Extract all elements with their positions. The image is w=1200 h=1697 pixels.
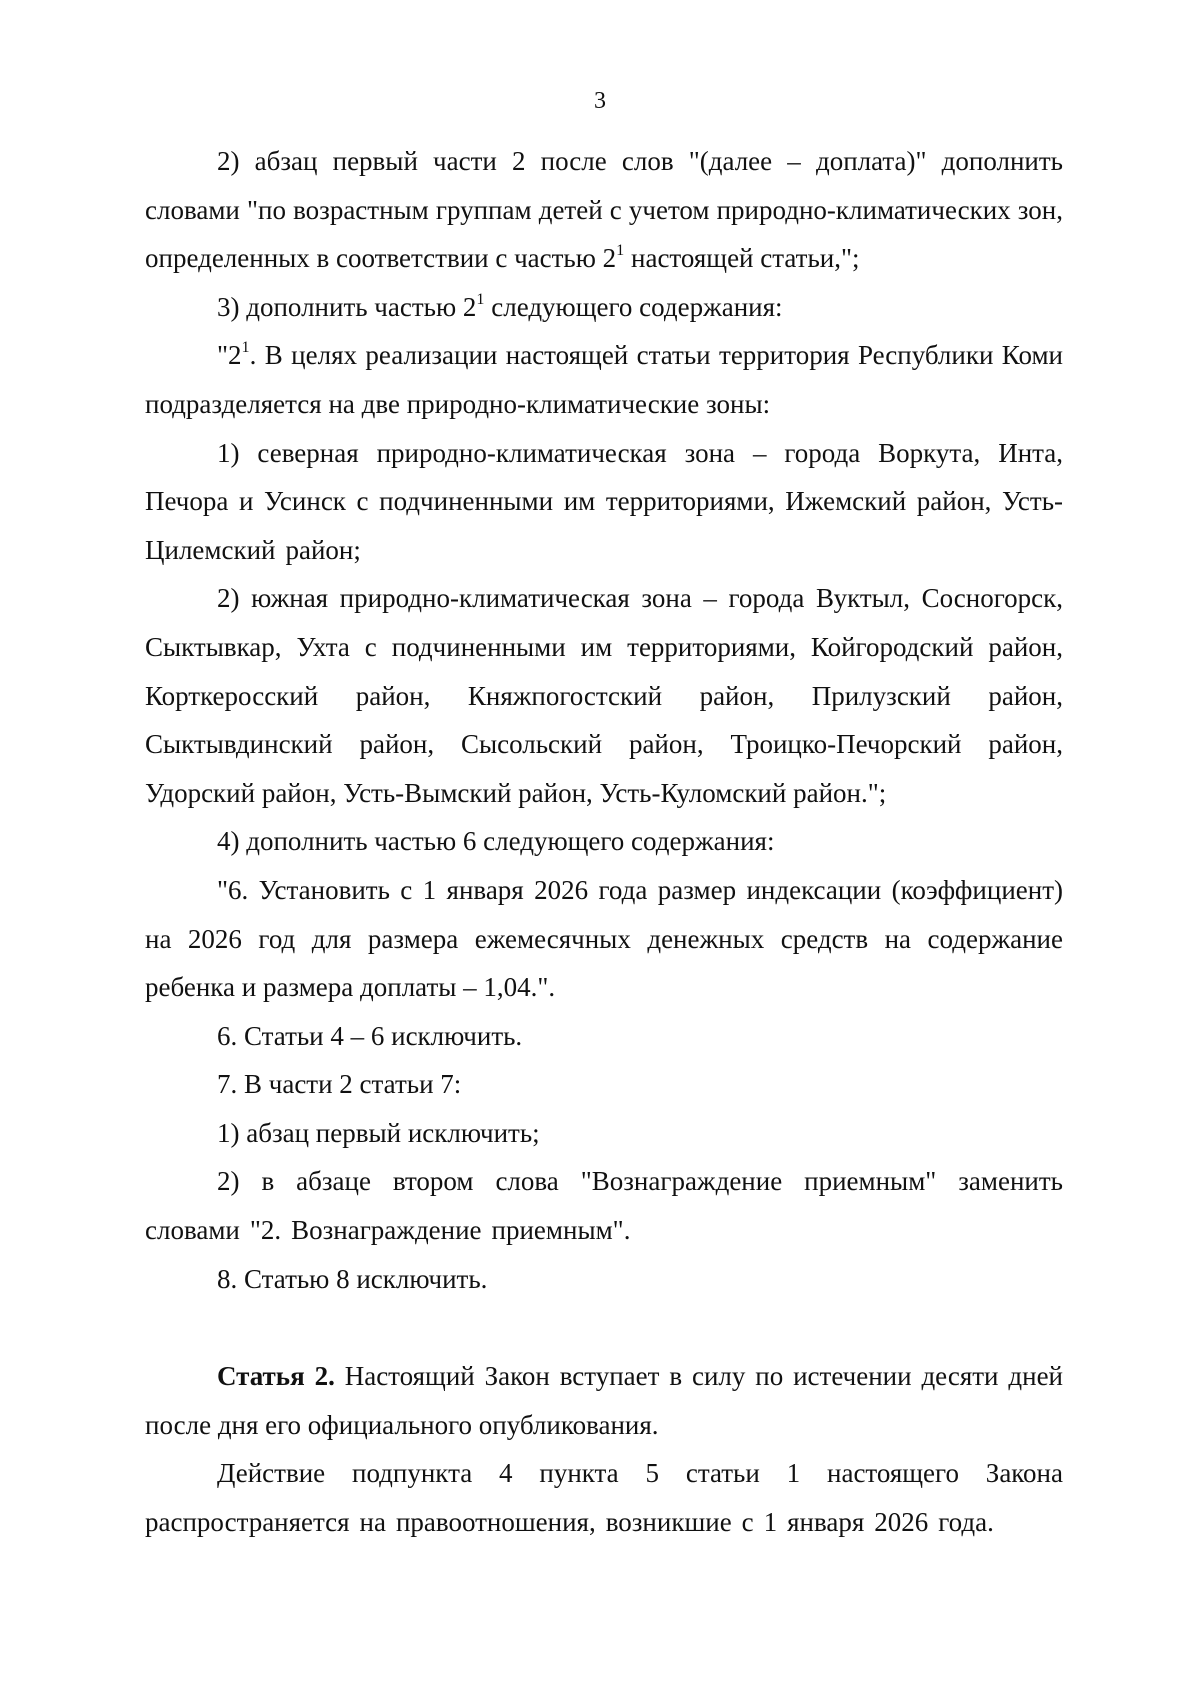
paragraph-north-zone: 1) северная природно-климатическая зона – города Воркута, Инта, Печора и Усинск с подчиненными им территориями, Ижемский район, Усть-Цилемский район; (145, 437, 1063, 565)
paragraph-article2-effect: Действие подпункта 4 пункта 5 статьи 1 настоящего Закона распространяется на правоотношения, возникшие с 1 января 2026 года. (145, 1458, 1063, 1538)
paragraph-item7-sub2: 2) в абзаце втором слова "Вознаграждение приемным" заменить словами "2. Вознаграждение приемным". (145, 1166, 1063, 1246)
paragraph-part6-text: "6. Установить с 1 января 2026 года размер индексации (коэффициент) на 2026 год для размера ежемесячных денежных средств на содержание ребенка и размера доплаты – 1,04.". (145, 874, 1063, 1003)
paragraph-gap (145, 1303, 1063, 1352)
article2-label: Статья 2. (217, 1361, 335, 1392)
paragraph-item6: 6. Статьи 4 – 6 исключить. (217, 1020, 523, 1051)
paragraph-article2: Статья 2. Настоящий Закон вступает в силу по истечении десяти дней после дня его официального опубликования. (145, 1361, 1063, 1440)
paragraph-add-part6: 4) дополнить частью 6 следующего содержания: (217, 826, 775, 857)
paragraph-south-zone: 2) южная природно-климатическая зона – города Вуктыл, Сосногорск, Сыктывкар, Ухта с подчиненными им территориями, Койгородский район, Корткеросский район, Княжпогостский район, Прилузский район, Сыктывдинский район, Сысольский район, Троицко-Печорский район, Удорский район, Усть-Вымский район, Усть-Куломский район."; (145, 583, 1063, 808)
paragraph-add-part21: 3) дополнить частью $2^1$ следующего содержания: (217, 289, 783, 322)
paragraph-item7-sub1: 1) абзац первый исключить; (217, 1117, 540, 1148)
paragraph-part21-text: "$2^1$. В целях реализации настоящей статьи территория Республики Коми подразделяется на две природно-климатические зоны: (145, 338, 1063, 419)
document-body (145, 137, 1063, 1547)
paragraph-item7: 7. В части 2 статьи 7: (217, 1069, 462, 1100)
paragraph-amend-part2: 2) абзац первый части 2 после слов "(далее – доплата)" дополнить словами "по возрастным группам детей с учетом природно-климатических зон, определенных в соответствии с частью $2^1$ настоящей статьи,"; (145, 146, 1063, 274)
page-number: 3 (594, 88, 606, 114)
paragraph-item8: 8. Статью 8 исключить. (217, 1263, 488, 1294)
